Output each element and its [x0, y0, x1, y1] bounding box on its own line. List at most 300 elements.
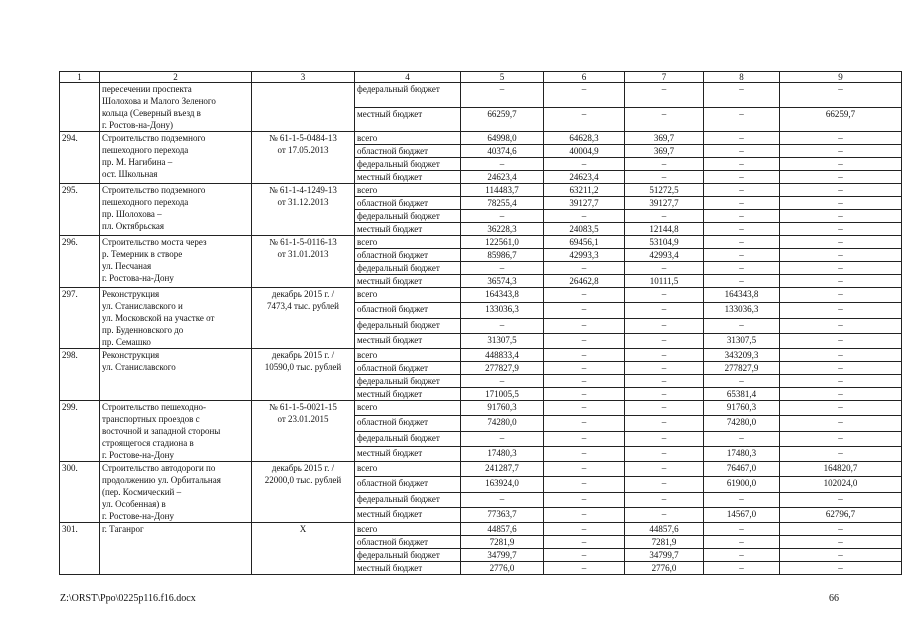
amount-cell: – — [704, 171, 780, 184]
object-name-line: Строительство моста через — [102, 237, 207, 247]
amount-cell: – — [704, 197, 780, 210]
amount-cell: 14567,0 — [704, 507, 780, 522]
amount-cell: – — [625, 492, 704, 507]
amount-cell: 133036,3 — [461, 303, 544, 318]
object-name-line: пешеходного перехода — [102, 145, 189, 155]
object-name-line: пр. М. Нагибина – — [102, 157, 173, 167]
amount-cell: 171005,5 — [461, 388, 544, 401]
funding-source: всего — [355, 401, 461, 416]
object-name-line: пересечении проспекта — [102, 84, 192, 94]
amount-cell: – — [544, 262, 625, 275]
amount-cell: – — [780, 303, 902, 318]
amount-cell: – — [625, 288, 704, 303]
funding-source: всего — [355, 349, 461, 362]
amount-cell: – — [625, 158, 704, 171]
amount-cell: – — [625, 83, 704, 108]
funding-source: всего — [355, 184, 461, 197]
amount-cell: – — [780, 562, 902, 575]
funding-source: областной бюджет — [355, 145, 461, 158]
amount-cell: – — [544, 318, 625, 333]
amount-cell: – — [544, 536, 625, 549]
amount-cell: – — [625, 416, 704, 431]
amount-cell: – — [544, 288, 625, 303]
amount-cell: – — [704, 431, 780, 446]
amount-cell: 17480,3 — [461, 446, 544, 461]
amount-cell: – — [780, 275, 902, 288]
amount-cell: – — [544, 158, 625, 171]
object-name-line: продолжению ул. Орбитальная — [102, 475, 221, 485]
amount-cell: 91760,3 — [461, 401, 544, 416]
amount-cell: – — [704, 158, 780, 171]
amount-cell: – — [704, 236, 780, 249]
amount-cell: – — [780, 401, 902, 416]
funding-source: местный бюджет — [355, 223, 461, 236]
row-number: 294. — [60, 132, 100, 184]
object-name-line: Реконструкция — [102, 350, 160, 360]
amount-cell: – — [780, 536, 902, 549]
funding-source: местный бюджет — [355, 507, 461, 522]
amount-cell: – — [544, 401, 625, 416]
amount-cell: – — [625, 333, 704, 348]
amount-cell: 241287,7 — [461, 462, 544, 477]
document-reference — [252, 83, 355, 132]
document-reference-line: от 31.01.2013 — [277, 249, 329, 259]
amount-cell: – — [544, 375, 625, 388]
document-reference-line: от 23.01.2015 — [277, 414, 329, 424]
amount-cell: 62796,7 — [780, 507, 902, 522]
amount-cell: – — [704, 523, 780, 536]
amount-cell: – — [780, 333, 902, 348]
amount-cell: 61900,0 — [704, 477, 780, 492]
object-name-line: ул. Станиславского — [102, 362, 176, 372]
amount-cell: 164343,8 — [704, 288, 780, 303]
amount-cell: 63211,2 — [544, 184, 625, 197]
column-number-4: 4 — [355, 72, 461, 83]
document-reference — [252, 184, 355, 236]
object-name-line: восточной и западной стороны — [102, 426, 221, 436]
object-name-line: Строительство автодороги по — [102, 463, 216, 473]
object-name — [100, 184, 252, 236]
object-name-line: Строительство подземного — [102, 185, 206, 195]
amount-cell: – — [780, 262, 902, 275]
table-row — [60, 462, 902, 477]
amount-cell: 64628,3 — [544, 132, 625, 145]
amount-cell: – — [625, 446, 704, 461]
amount-cell: – — [704, 549, 780, 562]
amount-cell: – — [625, 303, 704, 318]
amount-cell: 66259,7 — [780, 107, 902, 132]
amount-cell: 369,7 — [625, 132, 704, 145]
funding-source: федеральный бюджет — [355, 158, 461, 171]
amount-cell: – — [544, 210, 625, 223]
amount-cell: – — [544, 388, 625, 401]
object-name-line: транспортных проездов с — [102, 414, 200, 424]
funding-source: федеральный бюджет — [355, 262, 461, 275]
amount-cell: – — [780, 223, 902, 236]
amount-cell: – — [625, 349, 704, 362]
amount-cell: 51272,5 — [625, 184, 704, 197]
amount-cell: – — [780, 184, 902, 197]
amount-cell: – — [544, 446, 625, 461]
funding-source: областной бюджет — [355, 416, 461, 431]
amount-cell: – — [544, 349, 625, 362]
table-header-row — [60, 72, 902, 83]
amount-cell: – — [780, 431, 902, 446]
amount-cell: – — [780, 416, 902, 431]
document-reference-line: № 61-1-5-0484-13 — [269, 133, 337, 143]
amount-cell: – — [461, 375, 544, 388]
object-name-line: Шолохова и Малого Зеленого — [102, 96, 216, 106]
column-number-7: 7 — [625, 72, 704, 83]
funding-source: местный бюджет — [355, 171, 461, 184]
funding-source: федеральный бюджет — [355, 549, 461, 562]
amount-cell: – — [780, 83, 902, 108]
amount-cell: 102024,0 — [780, 477, 902, 492]
amount-cell: – — [625, 375, 704, 388]
amount-cell: – — [544, 507, 625, 522]
document-reference — [252, 401, 355, 462]
object-name-line: Строительство пешеходно- — [102, 402, 207, 412]
object-name-line: пр. Шолохова – — [102, 209, 162, 219]
object-name — [100, 236, 252, 288]
document-reference — [252, 462, 355, 523]
amount-cell: – — [625, 210, 704, 223]
amount-cell: 77363,7 — [461, 507, 544, 522]
amount-cell: 74280,0 — [704, 416, 780, 431]
document-reference-line: № 61-1-5-0116-13 — [269, 237, 337, 247]
row-number: 295. — [60, 184, 100, 236]
document-reference-line: 7473,4 тыс. рублей — [267, 301, 339, 311]
column-number-3: 3 — [252, 72, 355, 83]
table-row — [60, 236, 902, 249]
amount-cell: – — [780, 145, 902, 158]
table-row — [60, 83, 902, 108]
amount-cell: – — [544, 362, 625, 375]
amount-cell: – — [625, 388, 704, 401]
funding-source: федеральный бюджет — [355, 492, 461, 507]
amount-cell: – — [704, 562, 780, 575]
amount-cell: – — [544, 492, 625, 507]
amount-cell: – — [625, 318, 704, 333]
funding-source: областной бюджет — [355, 303, 461, 318]
amount-cell: – — [704, 262, 780, 275]
amount-cell: – — [704, 210, 780, 223]
amount-cell: 10111,5 — [625, 275, 704, 288]
amount-cell: 24623,4 — [544, 171, 625, 184]
amount-cell: 17480,3 — [704, 446, 780, 461]
row-number: 298. — [60, 349, 100, 401]
amount-cell: – — [780, 388, 902, 401]
document-reference-line: 22000,0 тыс. рублей — [264, 475, 342, 485]
amount-cell: – — [544, 83, 625, 108]
document-reference-line: № 61-1-5-0021-15 — [269, 402, 337, 412]
amount-cell: 39127,7 — [544, 197, 625, 210]
amount-cell: – — [625, 431, 704, 446]
budget-table — [59, 71, 902, 575]
document-reference-line: от 31.12.2013 — [277, 197, 329, 207]
object-name-line: г. Ростове-на-Дону — [102, 511, 174, 521]
funding-source: всего — [355, 462, 461, 477]
object-name — [100, 462, 252, 523]
amount-cell: 36574,3 — [461, 275, 544, 288]
amount-cell: 91760,3 — [704, 401, 780, 416]
object-name-line: пл. Октябрьская — [102, 221, 165, 231]
funding-source: всего — [355, 288, 461, 303]
amount-cell: 114483,7 — [461, 184, 544, 197]
object-name-line: г. Ростов-на-Дону) — [102, 120, 173, 130]
amount-cell: – — [780, 549, 902, 562]
amount-cell: – — [461, 431, 544, 446]
amount-cell: 42993,3 — [544, 249, 625, 262]
object-name-line: (пер. Космический – — [102, 487, 182, 497]
table-row — [60, 523, 902, 536]
amount-cell: – — [625, 171, 704, 184]
amount-cell: – — [780, 158, 902, 171]
amount-cell: 12144,8 — [625, 223, 704, 236]
amount-cell: – — [461, 492, 544, 507]
amount-cell: – — [704, 375, 780, 388]
object-name-line: Реконструкция — [102, 289, 160, 299]
amount-cell: 44857,6 — [625, 523, 704, 536]
footer-page-number: 66 — [829, 593, 839, 604]
amount-cell: – — [544, 523, 625, 536]
object-name — [100, 349, 252, 401]
amount-cell: – — [780, 288, 902, 303]
amount-cell: 343209,3 — [704, 349, 780, 362]
amount-cell: – — [544, 416, 625, 431]
amount-cell: – — [780, 236, 902, 249]
object-name-line: г. Ростова-на-Дону — [102, 273, 174, 283]
amount-cell: 66259,7 — [461, 107, 544, 132]
amount-cell: 31307,5 — [704, 333, 780, 348]
amount-cell: 277827,9 — [461, 362, 544, 375]
column-number-2: 2 — [100, 72, 252, 83]
funding-source: местный бюджет — [355, 446, 461, 461]
document-reference — [252, 236, 355, 288]
amount-cell: – — [704, 132, 780, 145]
amount-cell: 163924,0 — [461, 477, 544, 492]
amount-cell: 164343,8 — [461, 288, 544, 303]
object-name — [100, 401, 252, 462]
amount-cell: 26462,8 — [544, 275, 625, 288]
amount-cell: – — [544, 477, 625, 492]
object-name — [100, 523, 252, 575]
amount-cell: – — [461, 262, 544, 275]
amount-cell: 65381,4 — [704, 388, 780, 401]
funding-source: местный бюджет — [355, 562, 461, 575]
amount-cell: – — [625, 401, 704, 416]
amount-cell: 53104,9 — [625, 236, 704, 249]
funding-source: местный бюджет — [355, 275, 461, 288]
amount-cell: 39127,7 — [625, 197, 704, 210]
object-name-line: ул. Песчаная — [102, 261, 152, 271]
funding-source: федеральный бюджет — [355, 431, 461, 446]
amount-cell: – — [704, 275, 780, 288]
amount-cell: – — [704, 249, 780, 262]
amount-cell: 448833,4 — [461, 349, 544, 362]
document-reference-line: декабрь 2015 г. / — [271, 350, 335, 360]
amount-cell: – — [544, 333, 625, 348]
amount-cell: – — [625, 362, 704, 375]
row-number: 297. — [60, 288, 100, 349]
object-name-line: ост. Школьная — [102, 169, 158, 179]
amount-cell: – — [704, 145, 780, 158]
amount-cell: 24083,5 — [544, 223, 625, 236]
column-number-8: 8 — [704, 72, 780, 83]
amount-cell: 277827,9 — [704, 362, 780, 375]
amount-cell: 34799,7 — [625, 549, 704, 562]
amount-cell: 85986,7 — [461, 249, 544, 262]
amount-cell: – — [461, 158, 544, 171]
amount-cell: – — [780, 249, 902, 262]
table-row — [60, 401, 902, 416]
document-reference-line: № 61-1-4-1249-13 — [269, 185, 337, 195]
funding-source: областной бюджет — [355, 536, 461, 549]
amount-cell: – — [780, 492, 902, 507]
funding-source: федеральный бюджет — [355, 210, 461, 223]
amount-cell: – — [544, 431, 625, 446]
object-name-line: пр. Буденновского до — [102, 325, 184, 335]
amount-cell: – — [625, 507, 704, 522]
amount-cell: – — [461, 210, 544, 223]
document-reference-line: декабрь 2015 г. / — [271, 289, 335, 299]
amount-cell: 42993,4 — [625, 249, 704, 262]
amount-cell: – — [704, 536, 780, 549]
object-name-line: г. Таганрог — [102, 524, 144, 534]
amount-cell: – — [780, 446, 902, 461]
row-number — [60, 83, 100, 132]
amount-cell: – — [544, 562, 625, 575]
funding-source: областной бюджет — [355, 362, 461, 375]
column-number-1: 1 — [60, 72, 100, 83]
column-number-9: 9 — [780, 72, 902, 83]
amount-cell: – — [461, 318, 544, 333]
amount-cell: – — [780, 132, 902, 145]
amount-cell: 78255,4 — [461, 197, 544, 210]
amount-cell: – — [704, 492, 780, 507]
row-number: 300. — [60, 462, 100, 523]
funding-source: областной бюджет — [355, 249, 461, 262]
amount-cell: – — [625, 462, 704, 477]
amount-cell: 24623,4 — [461, 171, 544, 184]
object-name — [100, 288, 252, 349]
amount-cell: – — [704, 107, 780, 132]
table-row — [60, 184, 902, 197]
amount-cell: – — [780, 362, 902, 375]
document-reference-line: от 17.05.2013 — [277, 145, 329, 155]
funding-source: федеральный бюджет — [355, 83, 461, 108]
amount-cell: – — [625, 477, 704, 492]
column-number-5: 5 — [461, 72, 544, 83]
amount-cell: – — [780, 349, 902, 362]
funding-source: областной бюджет — [355, 477, 461, 492]
object-name-line: р. Темерник в створе — [102, 249, 183, 259]
object-name-line: Строительство подземного — [102, 133, 206, 143]
funding-source: всего — [355, 132, 461, 145]
amount-cell: 64998,0 — [461, 132, 544, 145]
funding-source: местный бюджет — [355, 107, 461, 132]
amount-cell: – — [544, 549, 625, 562]
row-number: 296. — [60, 236, 100, 288]
amount-cell: 7281,9 — [625, 536, 704, 549]
object-name-line: ул. Московской на участке от — [102, 313, 215, 323]
funding-source: местный бюджет — [355, 333, 461, 348]
document-reference — [252, 523, 355, 575]
object-name-line: строящегося стадиона в — [102, 438, 194, 448]
amount-cell: – — [544, 303, 625, 318]
document-reference — [252, 132, 355, 184]
document-reference-line: декабрь 2015 г. / — [271, 463, 335, 473]
amount-cell: – — [544, 107, 625, 132]
funding-source: федеральный бюджет — [355, 318, 461, 333]
amount-cell: – — [780, 210, 902, 223]
table-row — [60, 288, 902, 303]
object-name — [100, 132, 252, 184]
object-name-line: ул. Особенная) в — [102, 499, 166, 509]
amount-cell: – — [544, 462, 625, 477]
amount-cell: – — [780, 375, 902, 388]
amount-cell: 34799,7 — [461, 549, 544, 562]
amount-cell: 2776,0 — [461, 562, 544, 575]
funding-source: всего — [355, 236, 461, 249]
amount-cell: – — [704, 83, 780, 108]
amount-cell: 31307,5 — [461, 333, 544, 348]
amount-cell: 2776,0 — [625, 562, 704, 575]
amount-cell: – — [704, 184, 780, 197]
amount-cell: – — [780, 171, 902, 184]
document-reference-line: Х — [299, 524, 307, 534]
footer-file-path: Z:\ORST\Ppo\0225p116.f16.docx — [60, 593, 196, 604]
funding-source: всего — [355, 523, 461, 536]
funding-source: федеральный бюджет — [355, 375, 461, 388]
amount-cell: 369,7 — [625, 145, 704, 158]
amount-cell: 74280,0 — [461, 416, 544, 431]
object-name-line: пешеходного перехода — [102, 197, 189, 207]
amount-cell: – — [780, 318, 902, 333]
amount-cell: 164820,7 — [780, 462, 902, 477]
amount-cell: 40374,6 — [461, 145, 544, 158]
amount-cell: 7281,9 — [461, 536, 544, 549]
amount-cell: – — [780, 523, 902, 536]
row-number: 301. — [60, 523, 100, 575]
amount-cell: – — [780, 197, 902, 210]
object-name-line: пр. Семашко — [102, 337, 151, 347]
amount-cell: – — [704, 318, 780, 333]
object-name-line: ул. Станиславского и — [102, 301, 183, 311]
amount-cell: – — [704, 223, 780, 236]
object-name — [100, 83, 252, 132]
amount-cell: 36228,3 — [461, 223, 544, 236]
document-reference-line: 10590,0 тыс. рублей — [264, 362, 342, 372]
funding-source: областной бюджет — [355, 197, 461, 210]
amount-cell: – — [461, 83, 544, 108]
document-reference — [252, 288, 355, 349]
funding-source: местный бюджет — [355, 388, 461, 401]
amount-cell: 133036,3 — [704, 303, 780, 318]
amount-cell: 122561,0 — [461, 236, 544, 249]
column-number-6: 6 — [544, 72, 625, 83]
document-reference — [252, 349, 355, 401]
table-row — [60, 349, 902, 362]
amount-cell: 76467,0 — [704, 462, 780, 477]
row-number: 299. — [60, 401, 100, 462]
amount-cell: 40004,9 — [544, 145, 625, 158]
amount-cell: 69456,1 — [544, 236, 625, 249]
object-name-line: г. Ростове-на-Дону — [102, 450, 174, 460]
amount-cell: – — [625, 262, 704, 275]
object-name-line: кольца (Северный въезд в — [102, 108, 201, 118]
amount-cell: – — [625, 107, 704, 132]
